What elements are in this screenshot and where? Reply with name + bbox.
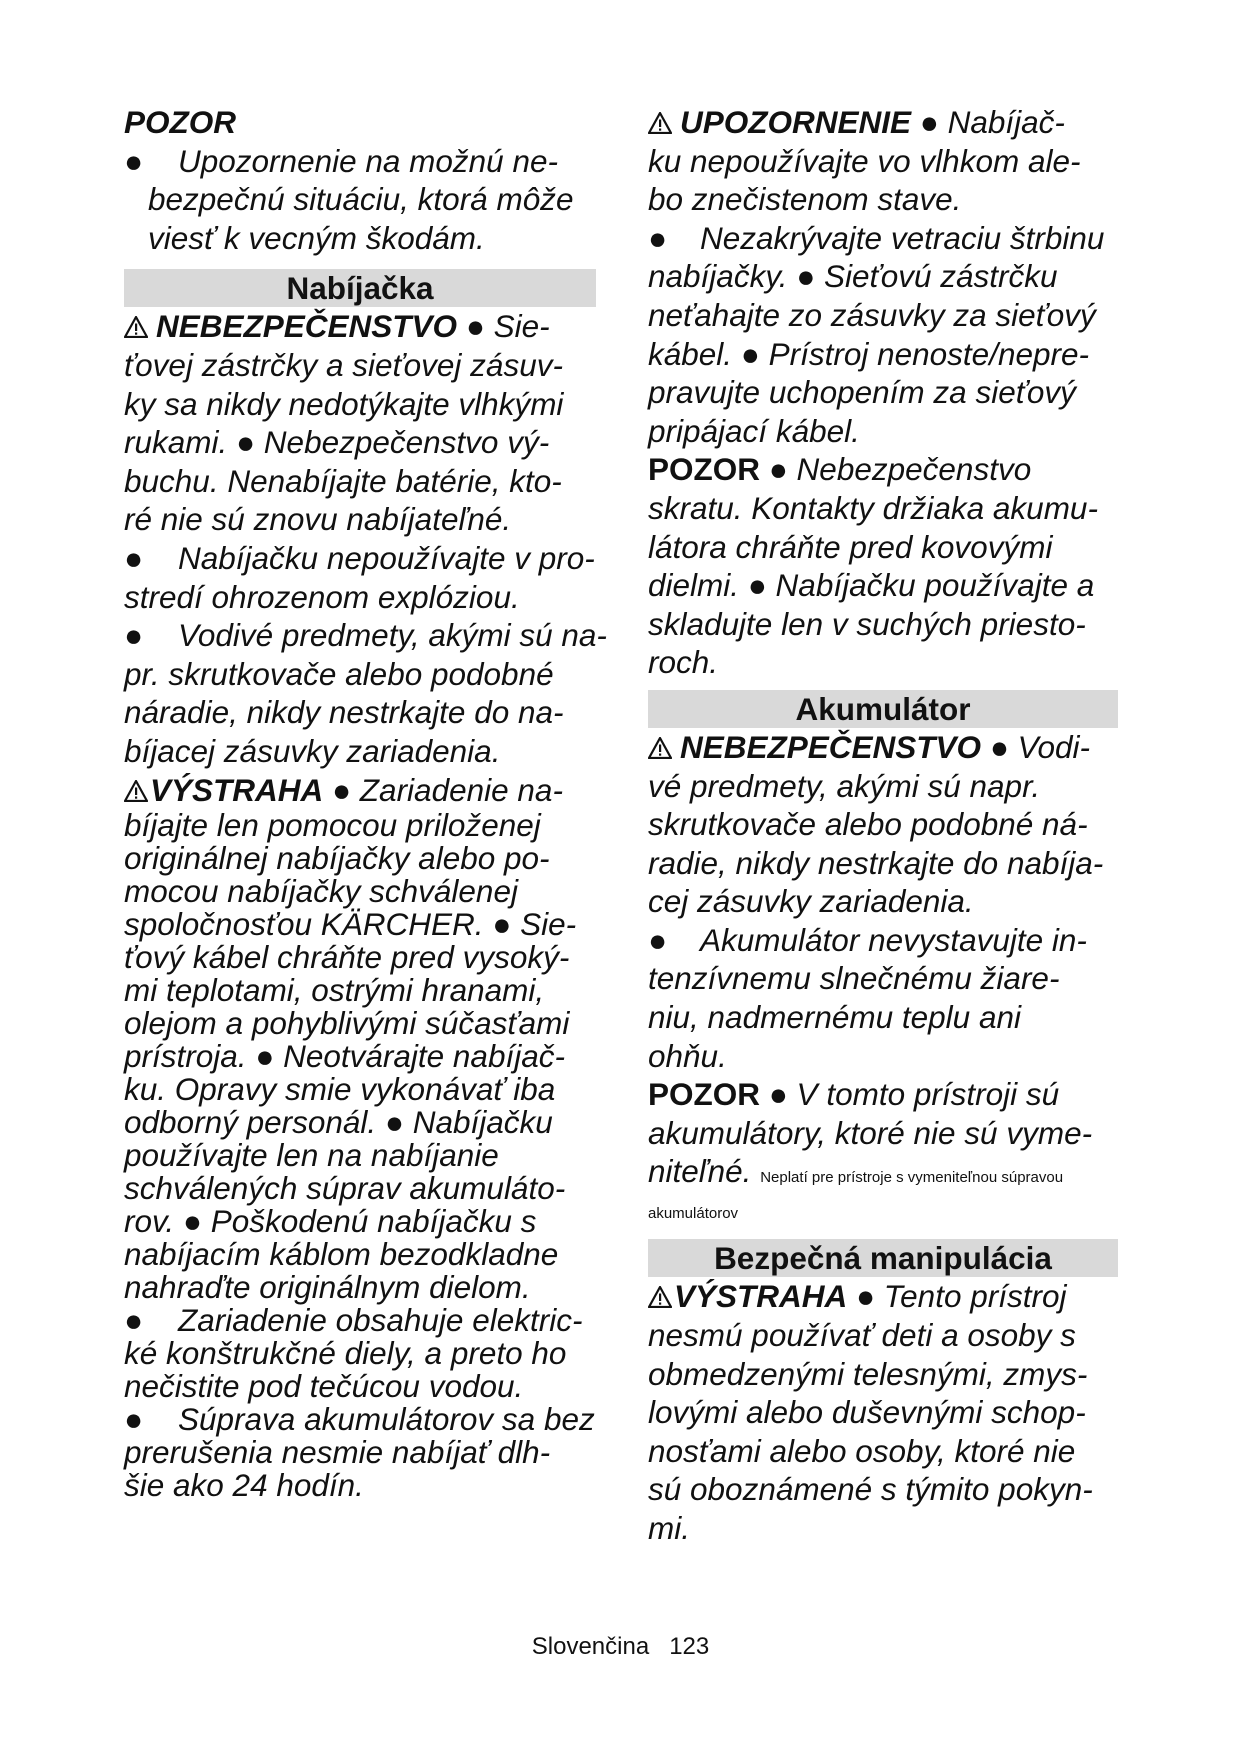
pozor-text: ● Upozornenie na možnú ne- bbox=[124, 142, 558, 179]
text-line: ku nepoužívajte vo vlhkom ale- bbox=[648, 142, 1081, 179]
section-heading-safe-handling: Bezpečná manipulácia bbox=[648, 1239, 1118, 1277]
text-line: mi teplotami, ostrými hranami, bbox=[124, 972, 545, 1009]
text-line: schválených súprav akumuláto- bbox=[124, 1170, 566, 1207]
small-note-continued: akumulátorov bbox=[648, 1205, 739, 1223]
text-line: dielmi. ● Nabíjačku používajte a bbox=[648, 567, 1095, 604]
text-line: obmedzenými telesnými, zmys- bbox=[648, 1355, 1088, 1392]
warning-paragraph: VÝSTRAHA ● Tento prístroj bbox=[648, 1277, 1132, 1316]
small-note: Neplatí pre prístroje s vymeniteľnou súpravou bbox=[760, 1169, 1064, 1187]
text-line: pripájací kábel. bbox=[648, 412, 860, 449]
text-line: ťovej zástrčky a sieťovej zásuv- bbox=[124, 346, 563, 383]
text-line: nečistite pod tečúcou vodou. bbox=[124, 1368, 524, 1405]
pozor-text-line: viesť k vecným škodám. bbox=[148, 219, 485, 256]
text-line: ku. Opravy smie vykonávať iba bbox=[124, 1071, 556, 1108]
text-line: spoločnosťou KÄRCHER. ● Sie- bbox=[124, 906, 577, 943]
right-column bbox=[648, 103, 1132, 1548]
bullet-icon: ● bbox=[648, 219, 668, 256]
text-line: sú oboznámené s týmito pokyn- bbox=[648, 1471, 1093, 1508]
text-line: niteľné. Neplatí pre prístroje s vymeniteľnou súpravou bbox=[648, 1153, 1064, 1190]
text-line: ké konštrukčné diely, a preto ho bbox=[124, 1335, 567, 1372]
text-line: originálnej nabíjačky alebo po- bbox=[124, 840, 550, 877]
text-line: olejom a pohyblivými súčasťami bbox=[124, 1005, 570, 1042]
text-line: lovými alebo duševnými schop- bbox=[648, 1394, 1086, 1431]
text-line: nahraďte originálnym dielom. bbox=[124, 1269, 531, 1306]
left-column bbox=[124, 103, 624, 1502]
text-line: odborný personál. ● Nabíjačku bbox=[124, 1104, 553, 1141]
text-line: mi. bbox=[648, 1510, 690, 1546]
page-number: 123 bbox=[669, 1633, 710, 1660]
text-line: ohňu. bbox=[648, 1037, 727, 1074]
text-line: rukami. ● Nebezpečenstvo vý- bbox=[124, 424, 550, 461]
bullet-icon: ● bbox=[124, 539, 144, 576]
text-line: nesmú používať deti a osoby s bbox=[648, 1317, 1076, 1354]
text-line: prístroja. ● Neotvárajte nabíjač- bbox=[124, 1038, 565, 1075]
text-line: náradie, nikdy nestrkajte do na- bbox=[124, 694, 564, 731]
text-line: stredí ohrozenom explóziou. bbox=[124, 578, 520, 615]
text-line: neťahajte zo zásuvky za sieťový bbox=[648, 296, 1096, 333]
text-line: skratu. Kontakty držiaka akumu- bbox=[648, 489, 1098, 526]
text-line: skrutkovače alebo podobné ná- bbox=[648, 806, 1088, 843]
section-heading-battery: Akumulátor bbox=[648, 690, 1118, 728]
bullet-item: ● Vodivé predmety, akými sú na- bbox=[124, 617, 607, 654]
bullet-item: ● Nabíjačku nepoužívajte v pro- bbox=[124, 539, 595, 576]
text-line: nabíjačky. ● Sieťovú zástrčku bbox=[648, 258, 1058, 295]
text-line: roch. bbox=[648, 644, 719, 681]
warning-paragraph: VÝSTRAHA ● Zariadenie na- bbox=[124, 771, 624, 810]
text-line: používajte len na nabíjanie bbox=[124, 1137, 499, 1174]
notice-paragraph: UPOZORNENIE ● Nabíjač- bbox=[648, 103, 1132, 142]
text-line: ky sa nikdy nedotýkajte vlhkými bbox=[124, 385, 564, 422]
section-heading-charger: Nabíjačka bbox=[124, 269, 596, 307]
bullet-item: ● Zariadenie obsahuje elektric- bbox=[124, 1302, 583, 1339]
text-line: niu, nadmernému teplu ani bbox=[648, 999, 1021, 1036]
text-line: cej zásuvky zariadenia. bbox=[648, 883, 974, 920]
text-line: látora chráňte pred kovovými bbox=[648, 528, 1053, 565]
text-line: radie, nikdy nestrkajte do nabíja- bbox=[648, 844, 1104, 881]
text-line: pravujte uchopením za sieťový bbox=[648, 374, 1076, 411]
text-line: ré nie sú znovu nabíjateľné. bbox=[124, 501, 512, 538]
text-line: vé predmety, akými sú napr. bbox=[648, 767, 1041, 804]
text-line: buchu. Nenabíjajte batérie, kto- bbox=[124, 462, 562, 499]
bullet-icon: ● bbox=[124, 617, 144, 654]
pozor-paragraph: POZOR ● Nebezpečenstvo bbox=[648, 451, 1032, 488]
warning-triangle-icon bbox=[648, 1286, 672, 1308]
bullet-item: ● Nezakrývajte vetraciu štrbinu bbox=[648, 219, 1105, 256]
text-line: pr. skrutkovače alebo podobné bbox=[124, 655, 554, 692]
text-line: ťový kábel chráňte pred vysoký- bbox=[124, 939, 570, 976]
page-footer bbox=[0, 1633, 1241, 1661]
text-line: bíjacej zásuvky zariadenia. bbox=[124, 732, 501, 769]
footer-language: Slovenčina bbox=[531, 1633, 650, 1660]
pozor-text-line: bezpečnú situáciu, ktorá môže bbox=[148, 181, 574, 218]
warning-triangle-icon bbox=[124, 316, 148, 338]
text-line: skladujte len v suchých priesto- bbox=[648, 605, 1086, 642]
text-line: nabíjacím káblom bezodkladne bbox=[124, 1236, 559, 1273]
warning-triangle-icon bbox=[648, 112, 672, 134]
pozor-paragraph: POZOR ● V tomto prístroji sú bbox=[648, 1076, 1060, 1113]
text-line: kábel. ● Prístroj nenoste/nepre- bbox=[648, 335, 1089, 372]
warning-triangle-icon bbox=[648, 737, 672, 759]
text-line: tenzívnemu slnečnému žiare- bbox=[648, 960, 1060, 997]
text-line: rov. ● Poškodenú nabíjačku s bbox=[124, 1203, 537, 1240]
warning-triangle-icon bbox=[124, 780, 148, 802]
bullet-item: ● Akumulátor nevystavujte in- bbox=[648, 921, 1087, 958]
text-line: šie ako 24 hodín. bbox=[124, 1467, 364, 1504]
text-line: akumulátory, ktoré nie sú vyme- bbox=[648, 1114, 1093, 1151]
danger-paragraph: NEBEZPEČENSTVO ● Sie- bbox=[124, 307, 624, 346]
text-line: prerušenia nesmie nabíjať dlh- bbox=[124, 1434, 551, 1471]
bullet-icon: ● bbox=[648, 921, 668, 958]
bullet-icon: ● bbox=[124, 1401, 144, 1438]
bullet-item: ● Súprava akumulátorov sa bez bbox=[124, 1401, 595, 1438]
text-line: nosťami alebo osoby, ktoré nie bbox=[648, 1432, 1076, 1469]
danger-paragraph: NEBEZPEČENSTVO ● Vodi- bbox=[648, 728, 1132, 767]
text-line: mocou nabíjačky schválenej bbox=[124, 873, 518, 910]
text-line: bíjajte len pomocou priloženej bbox=[124, 807, 541, 844]
text-line: bo znečistenom stave. bbox=[648, 181, 962, 218]
bullet-icon: ● bbox=[124, 1302, 144, 1339]
pozor-heading: POZOR bbox=[124, 104, 237, 140]
bullet-icon: ● bbox=[124, 142, 144, 179]
